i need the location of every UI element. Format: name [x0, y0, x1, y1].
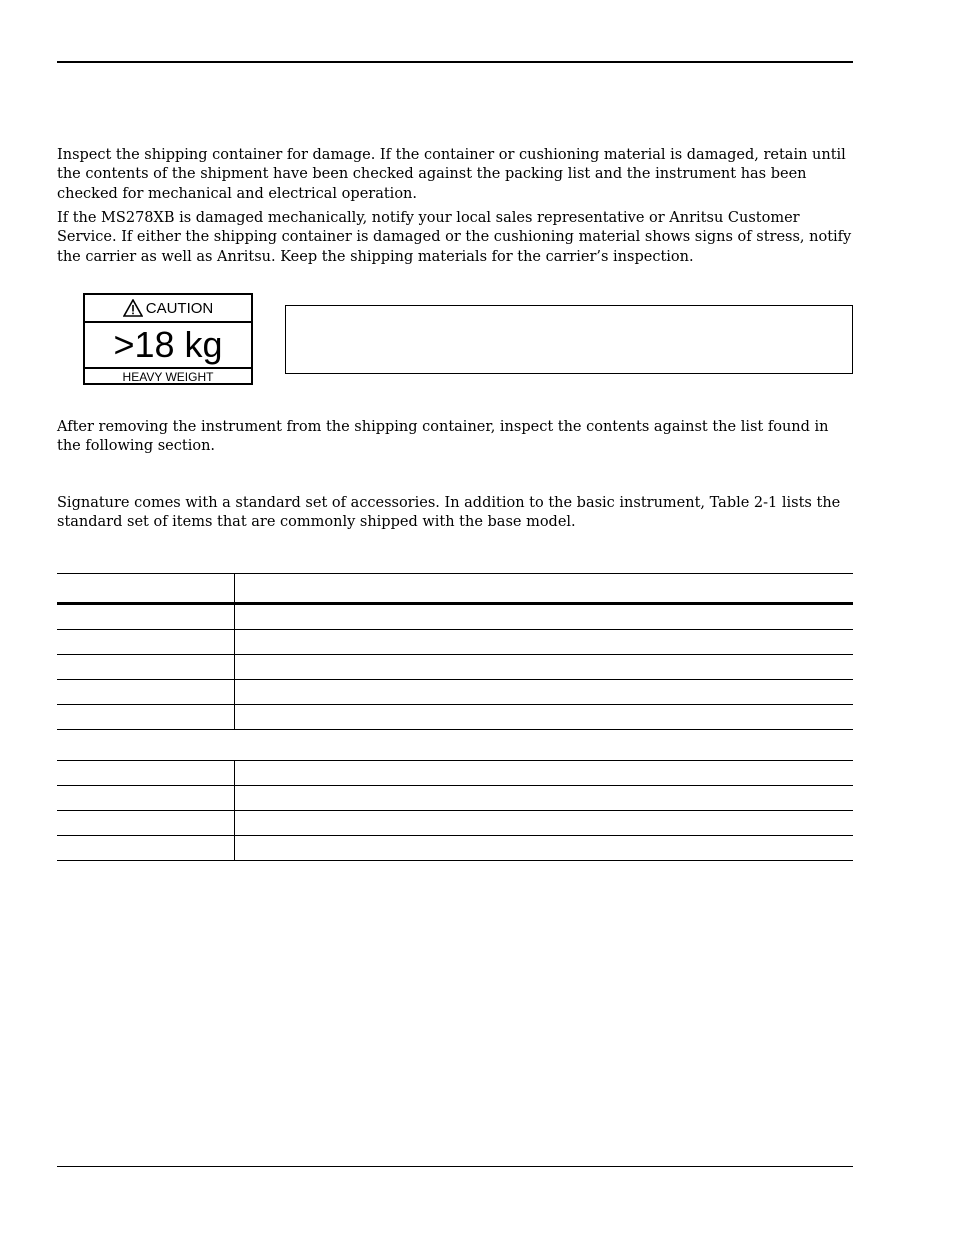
- table-cell: [57, 705, 235, 730]
- table-cell: [57, 630, 235, 655]
- table-cell: [235, 786, 854, 811]
- table-row: [57, 680, 853, 705]
- table-row: [57, 630, 853, 655]
- table-cell: [57, 604, 235, 630]
- table-row: [57, 811, 853, 836]
- caution-header: [85, 295, 251, 323]
- table-section-row: [57, 730, 853, 761]
- accessories-table: [57, 573, 853, 861]
- table-row: [57, 655, 853, 680]
- table-cell: [235, 680, 854, 705]
- caution-header-text: CAUTION: [145, 299, 214, 317]
- table-cell: [235, 655, 854, 680]
- caution-weight-text: >18 kg: [85, 323, 251, 369]
- paragraph-damage-notice: If the MS278XB is damaged mechanically, notify your local sales representative or Anritsu Customer Service. If either the shipping container is damaged or the cushioning material shows signs of stress, notify the carrier as well as Anritsu. Keep the shipping materials for the carrier’s inspection.: [57, 210, 852, 265]
- table-cell: [235, 705, 854, 730]
- table-row: [57, 604, 853, 630]
- caution-footer-text: HEAVY WEIGHT: [122, 370, 214, 384]
- paragraph-standard-accessories: Signature comes with a standard set of accessories. In addition to the basic instrument, Table 2-1 lists the standard set of items that are commonly shipped with the base model.: [57, 495, 841, 531]
- table-section-cell: [57, 730, 853, 761]
- table-row: [57, 836, 853, 861]
- caution-note-box: [285, 305, 853, 374]
- table-cell: [235, 630, 854, 655]
- header-rule: [57, 61, 853, 63]
- table-cell: [235, 761, 854, 786]
- table-cell: [235, 811, 854, 836]
- table-cell: [57, 786, 235, 811]
- table-cell: [235, 836, 854, 861]
- table-header-row: [57, 574, 853, 604]
- table-cell: [57, 655, 235, 680]
- table-header-cell: [235, 574, 854, 604]
- table-cell: [57, 680, 235, 705]
- paragraph-inspect-container: Inspect the shipping container for damage. If the container or cushioning material is damaged, retain until the contents of the shipment have been checked against the packing list and the instrument has been checked for mechanical and electrical operation.: [57, 147, 846, 202]
- paragraph-after-removing: After removing the instrument from the shipping container, inspect the contents against the list found in the following section.: [57, 419, 829, 455]
- caution-heavy-weight-label: [83, 293, 253, 385]
- table-cell: [235, 604, 854, 630]
- footer-rule: [57, 1166, 853, 1167]
- table-row: [57, 705, 853, 730]
- table-header-cell: [57, 574, 235, 604]
- warning-triangle-icon: [123, 299, 143, 317]
- table-row: [57, 761, 853, 786]
- table-cell: [57, 836, 235, 861]
- table-cell: [57, 811, 235, 836]
- table-row: [57, 786, 853, 811]
- table-cell: [57, 761, 235, 786]
